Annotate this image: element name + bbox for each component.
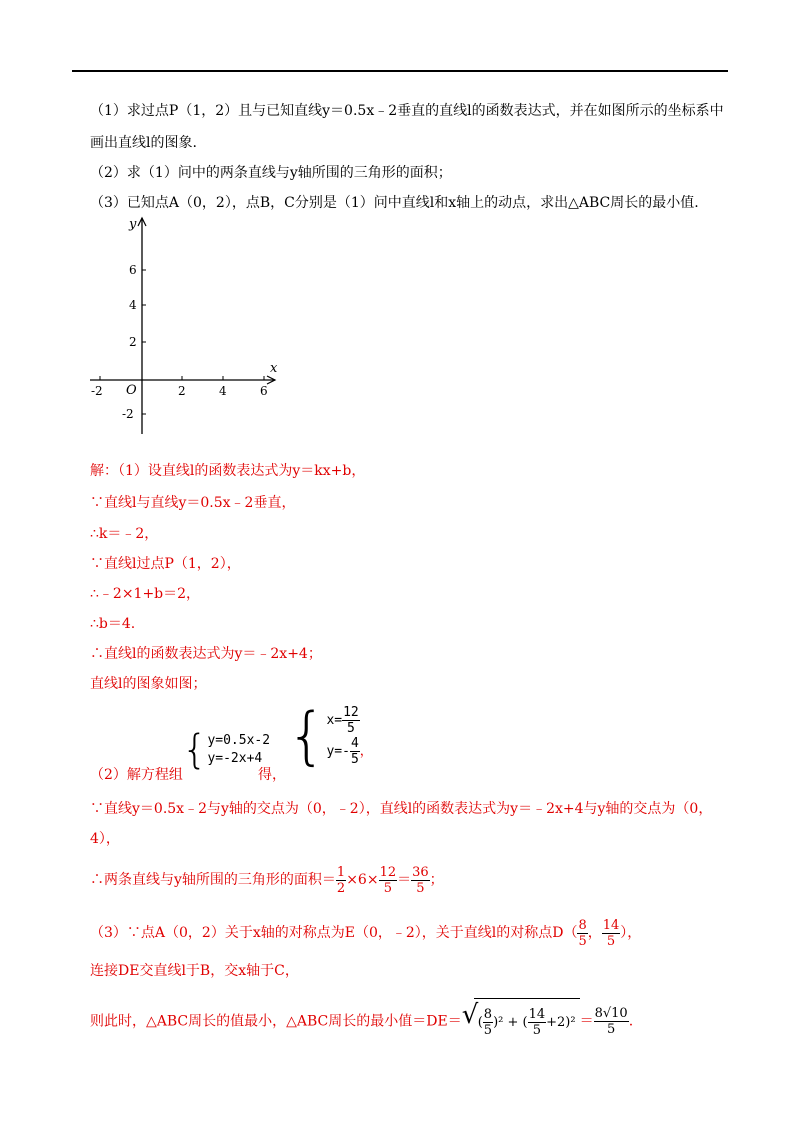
solution-line-8: 直线l的图象如图； — [90, 676, 207, 692]
x-tick-label: 4 — [219, 384, 227, 398]
solution-line-1: 解：（1）设直线l的函数表达式为y＝kx+b， — [90, 463, 366, 479]
solution-line-7: ∴直线l的函数表达式为y＝﹣2x+4； — [90, 646, 322, 662]
solution-x: x= — [326, 713, 343, 728]
question-2: （2）求（1）问中的两条直线与y轴所围的三角形的面积； — [90, 165, 452, 181]
system-equation-2: y=-2x+4 — [207, 751, 263, 766]
y-tick-label: 6 — [129, 263, 137, 277]
y-tick-label: 2 — [129, 335, 137, 349]
solution-2-prefix: （2）解方程组 — [90, 767, 183, 783]
question-1-line-1: （1）求过点P（1，2）且与已知直线y＝0.5x﹣2垂直的直线l的函数表达式，并在如图所示的坐标系中 — [90, 103, 724, 119]
solution-y-denominator: 5 — [350, 752, 359, 767]
system-equation-1: y=0.5x-2 — [207, 733, 271, 748]
solution-3-line-3: 则此时，△ABC周长的值最小，△ABC周长的最小值＝DE＝ √ ( $\frac{8}{5}$ )² + ( $\frac{14}{5}$ +2)² ＝ $\frac{8√10}{5}$ . — [90, 998, 633, 1045]
solution-area: ∴两条直线与y轴所围的三角形的面积＝ $\frac{1}{2}$ ×6× $\frac{12}{5}$ ＝ $\frac{36}{5}$ ； — [90, 864, 444, 896]
solution-x-numerator: 12 — [343, 705, 359, 720]
question-1-line-2: 画出直线l的图象. — [90, 135, 197, 151]
x-tick-label: -2 — [91, 384, 103, 398]
solution-y: y=- — [326, 744, 350, 759]
coordinate-system — [80, 212, 290, 440]
solution-y-numerator: 4 — [350, 736, 359, 751]
y-tick-label: -2 — [122, 407, 134, 421]
solution-line-6: ∴b＝4. — [90, 616, 136, 632]
x-tick-label: 2 — [178, 384, 186, 398]
solution-x-denominator: 5 — [347, 721, 355, 736]
square-root: √ ( $\frac{8}{5}$ )² + ( $\frac{14}{5}$ +2)² — [474, 998, 580, 1045]
solution-line-2: ∵直线l与直线y＝0.5x﹣2垂直， — [90, 495, 296, 511]
solution-line-10a: ∵直线y＝0.5x﹣2与y轴的交点为（0，﹣2），直线l的函数表达式为y＝﹣2x+4与y轴的交点为（0， — [90, 801, 713, 817]
solution-3-line-2: 连接DE交直线l于B，交x轴于C， — [90, 963, 299, 979]
solution-3-line-1: （3）∵点A（0，2）关于x轴的对称点为E（0，﹣2），关于直线l的对称点D（ $\frac{8}{5}$ ， $\frac{14}{5}$ ）， — [90, 917, 642, 949]
solution-line-3: ∴k＝﹣2， — [90, 526, 159, 542]
question-3: （3）已知点A（0，2），点B，C分别是（1）问中直线l和x轴上的动点，求出△ABC周长的最小值. — [90, 195, 699, 211]
solution-system: {x= $\frac{12}{5}$ y=- $\frac{4}{5}$ ， — [287, 699, 373, 772]
y-axis-label: y — [129, 217, 137, 232]
solution-line-4: ∵直线l过点P（1，2）， — [90, 556, 241, 572]
y-tick-label: 4 — [129, 298, 137, 312]
x-tick-label: 6 — [260, 384, 268, 398]
equation-system: {y=0.5x-2 y=-2x+4 — [182, 727, 271, 773]
origin-label: O — [126, 383, 137, 398]
x-axis-label: x — [270, 361, 278, 376]
header-rule — [72, 70, 728, 72]
solution-2-mid: 得， — [258, 767, 286, 783]
solution-line-10b: 4）， — [90, 831, 120, 847]
solution-line-5: ∴﹣2×1+b＝2， — [90, 586, 201, 602]
